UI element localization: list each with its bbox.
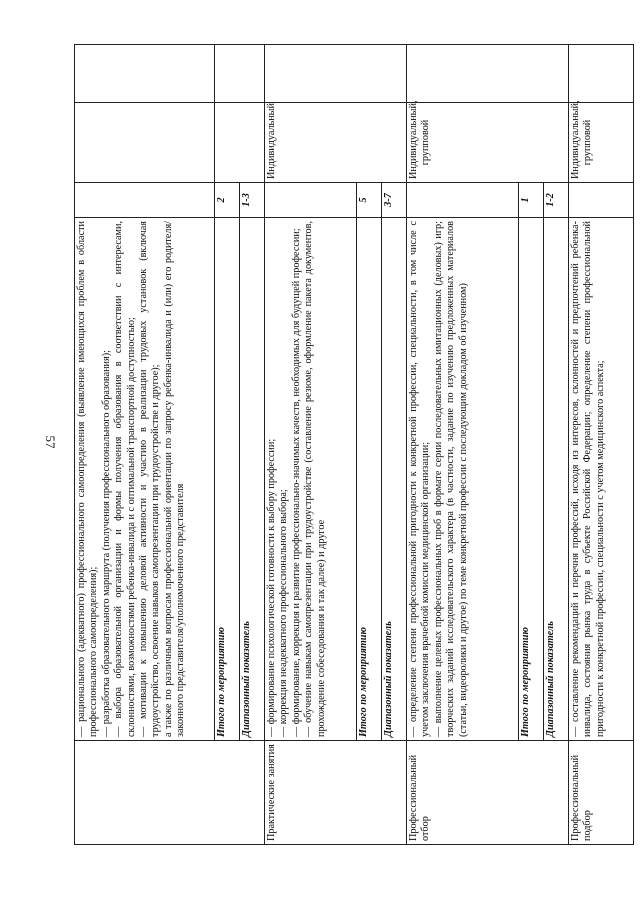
type-cell: Индивидуальный, групповой	[568, 103, 633, 183]
form-cell: Практические занятия	[264, 741, 406, 845]
type-cell	[215, 103, 265, 183]
total-value: 5	[356, 183, 381, 218]
empty-cell	[264, 45, 406, 103]
range-label: Диапазонный показатель	[543, 218, 568, 741]
empty-cell	[406, 183, 518, 218]
rotated-page-content	[74, 45, 634, 845]
range-value: 1-2	[543, 183, 568, 218]
table-row	[264, 45, 356, 845]
table-row	[215, 45, 240, 845]
list-item: — составление рекомендаций и перечня профессий, исходя из интересов, склонностей и предпочтений ребенка-инвалида, состояния рынка труда в субъекте Российской Федерации; определение степени профессиональной пригодности к конкретной профессии, специальности с учетом медицинского аспекта;	[569, 221, 606, 737]
type-cell: Индивидуальный, групповой	[406, 103, 568, 183]
list-item: — обучение навыкам самопрезентации при трудоустройстве (составление резюме, оформление пакета документов, прохождение собеседования и так далее) и другое	[303, 221, 327, 737]
empty-cell	[568, 183, 633, 218]
list-item: — мотивации к повышению деловой активности и участию в реализации трудовых установок (включая трудоустройство, освоение навыков самопрезентации при трудоустройстве и другое);	[138, 221, 162, 737]
empty-cell	[264, 183, 356, 218]
content-cell	[568, 218, 633, 741]
total-label: Итого по мероприятию	[518, 218, 543, 741]
list-item: — определение степени профессиональной пригодности к конкретной профессии, специальности, в том числе с учетом заключения врачебной комиссии медицинской организации;	[407, 221, 432, 737]
range-label: Диапазонный показатель	[381, 218, 406, 741]
type-cell	[75, 103, 215, 183]
table-row	[75, 45, 215, 845]
range-value: 1-3	[239, 183, 264, 218]
form-cell: Профессиональный подбор	[568, 741, 633, 845]
empty-cell	[75, 45, 215, 103]
total-label: Итого по мероприятию	[356, 218, 381, 741]
empty-cell	[75, 183, 215, 218]
list-item: — выбора образовательной организации и формы получения образования в соответствии с интересами, склонностями, возможностями ребенка-инвалида и с оптимальной транспортной доступностью;	[113, 221, 137, 737]
list-item: — выполнение целевых профессиональных проб в формате серии последовательных имитационных (деловых) игр; творческих заданий исследовательского характера (в частности, задание по изучению предложенных материалов (статьи, видеоролики и другое) по теме конкретной профессии с последующим докладом об изученном)	[432, 221, 469, 737]
list-item: а также по различным вопросам профессиональной ориентации по запросу ребенка-инвалида и (или) его родителя/законного представителя/уполномоченного представителя	[162, 221, 187, 737]
page-number: 57	[43, 435, 58, 449]
form-cell	[75, 741, 265, 845]
list-item: — разработка образовательного маршрута (получения профессионального образования);	[100, 350, 112, 737]
total-value: 2	[215, 183, 240, 218]
list-item: — формирование, коррекция и развитие профессионально-значимых качеств, необходимых для будущей профессии;	[290, 228, 302, 737]
empty-cell	[215, 45, 265, 103]
table-row	[568, 45, 633, 845]
type-cell: Индивидуальный	[264, 103, 406, 183]
total-label: Итого по мероприятию	[215, 218, 240, 741]
list-item: — формирование психологической готовности к выбору профессии;	[265, 438, 277, 737]
range-label: Диапазонный показатель	[239, 218, 264, 741]
empty-cell	[568, 45, 633, 103]
list-item: — рационального (адекватного) профессионального самоопределения (выявление имеющихся проблем в области профессионального самоопределения);	[76, 221, 100, 737]
list-item: — коррекция неадекватного профессионального выбора;	[278, 489, 290, 737]
total-value: 1	[518, 183, 543, 218]
content-cell	[406, 218, 518, 741]
services-table	[74, 44, 634, 845]
table-row	[406, 45, 518, 845]
content-cell	[264, 218, 356, 741]
empty-cell	[406, 45, 568, 103]
form-cell: Профессиональный отбор	[406, 741, 568, 845]
content-cell	[75, 218, 215, 741]
range-value: 3-7	[381, 183, 406, 218]
